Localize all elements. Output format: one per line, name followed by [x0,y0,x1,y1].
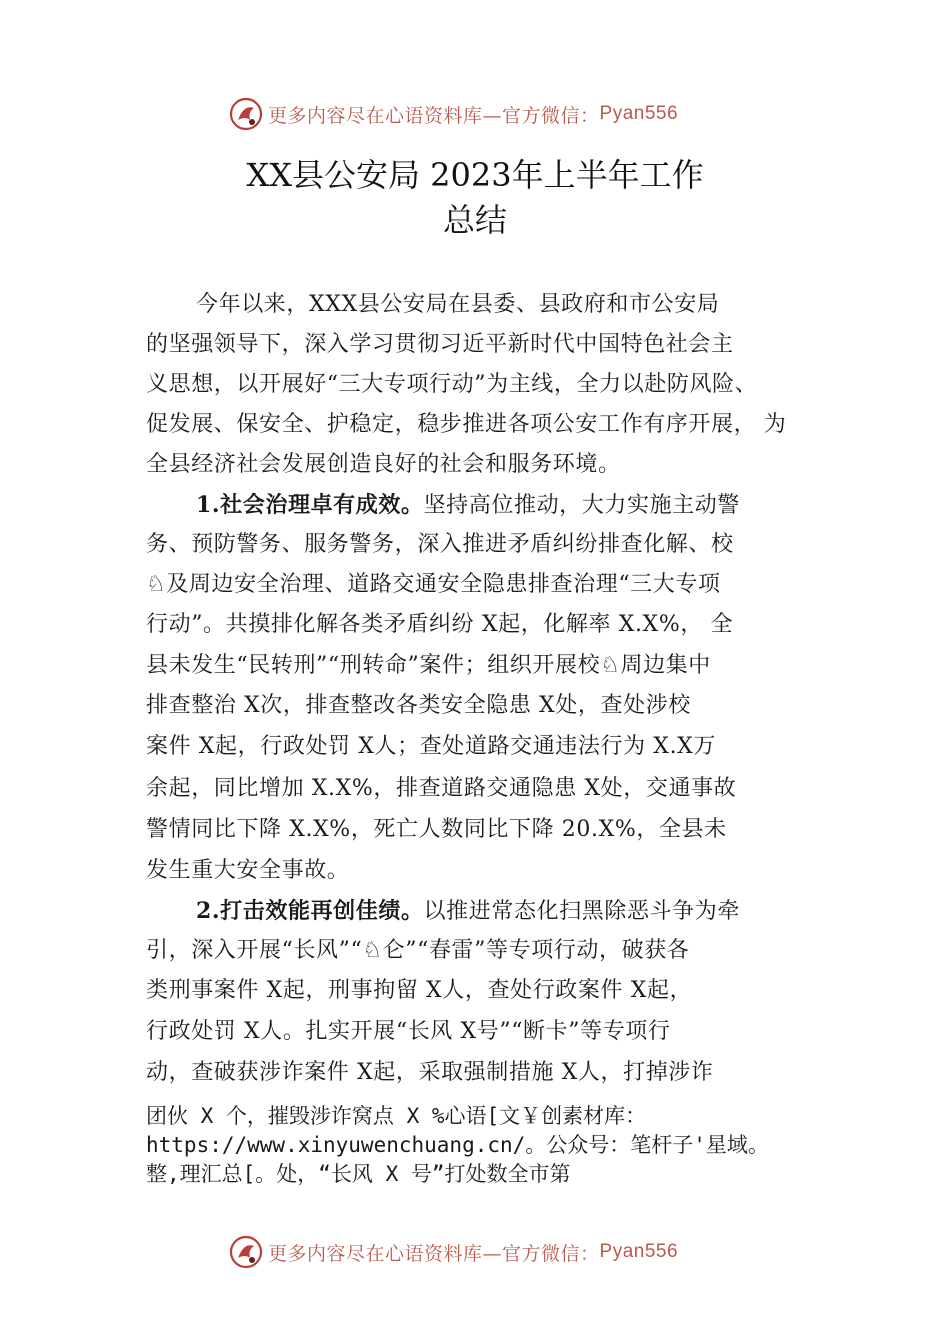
section1-line: 发生重大安全事故。 [146,858,350,883]
section1-first-line [196,490,740,521]
intro-line: 的坚强领导下，深入学习贯彻习近平新时代中国特色社会主 [146,332,734,357]
section1-line: 县未发生“民转刑”“刑转命”案件；组织开展校♘周边集中 [146,653,711,678]
section2-tail-url-line: https://www.xinyuwenchuang.cn/。公众号：笔杆子'星域。 [146,1133,769,1157]
section2-line: 动，查破获涉诈案件 X起，采取强制措施 X人，打掉涉诈 [146,1060,714,1085]
section1-line: 警情同比下降 X.X%，死亡人数同比下降 20.X%，全县未 [146,817,727,842]
seal-logo-icon [228,1234,264,1270]
document-title-line1: XX县公安局 2023年上半年工作 [246,156,704,194]
section1-heading: 1.社会治理卓有成效。 [196,492,424,518]
section2-line: 行政处罚 X人。扎实开展“长风 X号”“断卡”等专项行 [146,1019,671,1044]
section2-heading: 2.打击效能再创佳绩。 [196,898,424,924]
section1-line: 行动”。共摸排化解各类矛盾纠纷 X起，化解率 X.X%， 全 [146,612,734,637]
watermark-footer [228,1234,678,1270]
section2-line: 类刑事案件 X起，刑事拘留 X人，查处行政案件 X起， [146,978,693,1003]
intro-line: 全县经济社会发展创造良好的社会和服务环境。 [146,452,621,477]
section2-line: 引，深入开展“长风”“♘仑”“春雷”等专项行动，破获各 [146,938,690,963]
section1-line: ♘及周边安全治理、道路交通安全隐患排查治理“三大专项 [146,572,721,597]
section1-line: 余起，同比增加 X.X%，排查道路交通隐患 X处，交通事故 [146,776,737,801]
watermark-id: Pyan556 [599,1241,679,1262]
intro-line: 义思想，以开展好“三大专项行动”为主线，全力以赴防风险、 [146,372,758,397]
section1-line: 排查整治 X次，排查整改各类安全隐患 X处，查处涉校 [146,693,691,718]
section2-tail-line: 整,理汇总[。处，“长风 X 号”打处数全市第 [146,1162,571,1186]
section2-tail-line: 团伙 X 个，摧毁涉诈窝点 X %心语[文￥创素材库： [146,1104,647,1128]
document-title-line2: 总结 [442,201,507,239]
seal-logo-icon [228,96,264,132]
watermark-text: 更多内容尽在心语资料库—官方微信： [268,104,600,127]
section2-first-line [196,896,740,927]
section1-line: 案件 X起，行政处罚 X人；查处道路交通违法行为 X.X万 [146,734,717,759]
section1-line: 务、预防警务、服务警务，深入推进矛盾纠纷排查化解、校 [146,532,734,557]
intro-line: 今年以来，XXX县公安局在县委、县政府和市公安局 [196,292,720,317]
section1-first-text: 坚持高位推动，大力实施主动警 [423,493,740,518]
section2-first-text: 以推进常态化扫黑除恶斗争为牵 [423,899,740,924]
watermark-id: Pyan556 [599,103,679,124]
watermark-header [228,96,678,132]
watermark-text: 更多内容尽在心语资料库—官方微信： [268,1242,600,1265]
intro-line: 促发展、保安全、护稳定，稳步推进各项公安工作有序开展， 为 [146,412,787,437]
